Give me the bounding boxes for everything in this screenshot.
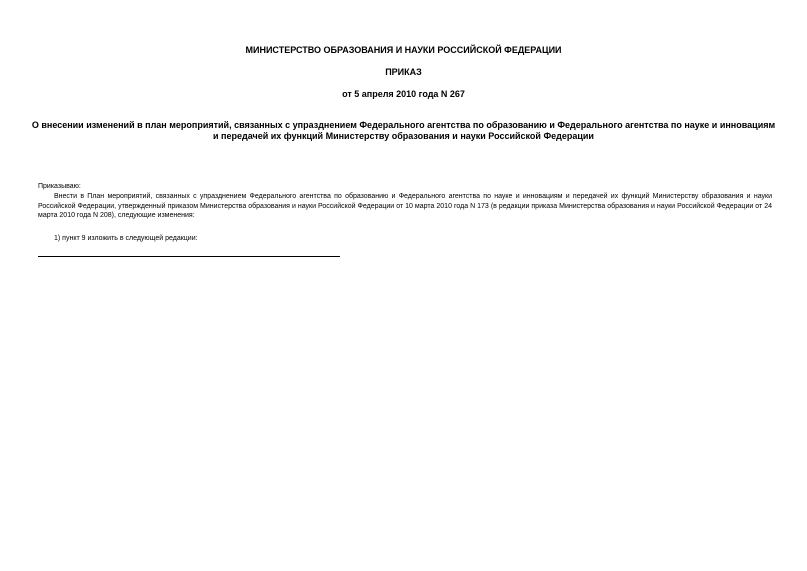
paragraph-1: Внести в План мероприятий, связанных с упразднением Федерального агентства по образованию и Федерального агентства по науке и инновациям и передачей их функций Министерству образования и науки Российской Федерации, утвержденный приказом Министерства образования и науки Российской Федерации от 10 марта 2010 года N 173 (в редакции приказа Министерства образования и науки Российской Федерации от 24 марта 2010 года N 208), следующие изменения: <box>38 193 772 219</box>
separator-line <box>38 256 340 257</box>
document-title-line-1: О внесении изменений в план мероприятий, связанных с упразднением Федерального агентства по образованию и Федерального агентства по науке и инновациям <box>31 120 776 130</box>
list-item-1: 1) пункт 9 изложить в следующей редакции: <box>54 235 198 242</box>
document-title-line-2: и передачей их функций Министерству образования и науки Российской Федерации <box>213 131 594 141</box>
order-word: Приказываю: <box>38 183 81 190</box>
ministry-name: МИНИСТЕРСТВО ОБРАЗОВАНИЯ И НАУКИ РОССИЙСКОЙ ФЕДЕРАЦИИ <box>245 45 562 55</box>
document-type: ПРИКАЗ <box>385 67 422 77</box>
document-date-number: от 5 апреля 2010 года N 267 <box>342 89 465 99</box>
document-title <box>30 120 777 142</box>
